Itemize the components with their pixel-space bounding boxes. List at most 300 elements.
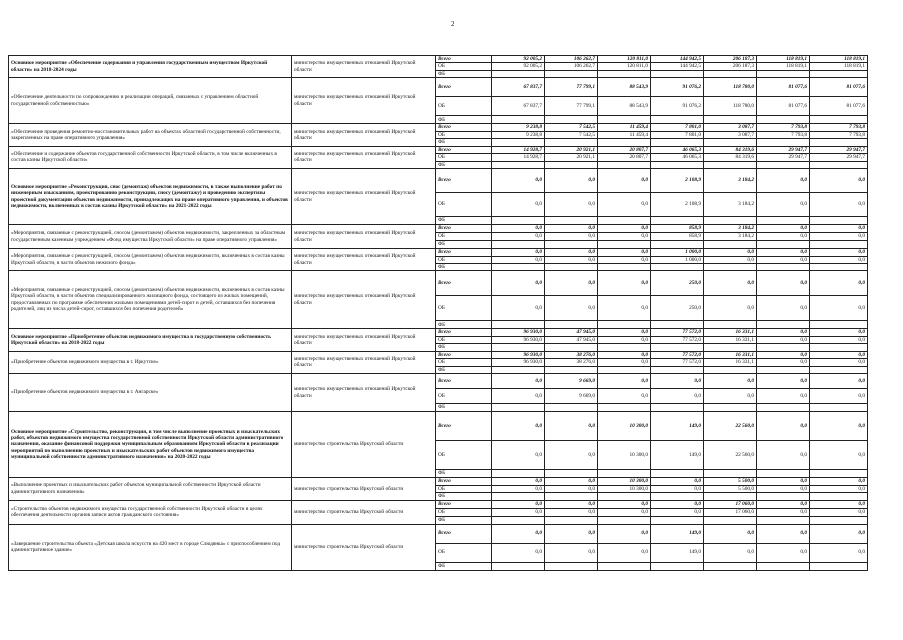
amount-cell (810, 516, 868, 524)
amount-cell (492, 70, 545, 77)
amount-cell (545, 516, 598, 524)
amount-cell (545, 217, 598, 225)
amount-cell (598, 321, 651, 329)
amount-cell (598, 562, 651, 570)
amount-cell: 0,0 (492, 296, 545, 321)
amount-cell (545, 263, 598, 270)
amount-cell: 0,0 (757, 351, 810, 358)
amount-cell (651, 263, 704, 270)
amount-cell: 0,0 (704, 389, 757, 404)
amount-cell (704, 116, 757, 124)
amount-cell: 149,0 (651, 412, 704, 441)
funding-source-cell: ФБ (436, 470, 492, 478)
amount-cell: 0,0 (545, 193, 598, 217)
amount-cell: 14 928,7 (492, 154, 545, 161)
amount-cell: 0,0 (598, 374, 651, 389)
amount-cell: 2 108,9 (651, 169, 704, 193)
funding-source-cell: Всего (436, 329, 492, 336)
measure-name-cell: «Обеспечение проведения ремонтно-восстановительных работ на объектах областной государственной собственности, закрепленных на праве оперативного управления» (9, 124, 292, 146)
amount-cell: 67 837,7 (492, 97, 545, 116)
amount-cell (492, 139, 545, 146)
amount-cell (545, 493, 598, 500)
amount-cell: 1 000,0 (651, 256, 704, 263)
amount-cell: 0,0 (757, 478, 810, 485)
table-row (9, 374, 868, 389)
amount-cell: 77 572,0 (651, 359, 704, 366)
funding-source-cell: ФБ (436, 516, 492, 524)
amount-cell: 81 077,6 (757, 97, 810, 116)
amount-cell (810, 217, 868, 225)
amount-cell: 144 942,5 (651, 63, 704, 70)
amount-cell (704, 217, 757, 225)
amount-cell: 47 945,0 (545, 329, 598, 336)
funding-source-cell: ФБ (436, 321, 492, 329)
amount-cell: 0,0 (810, 389, 868, 404)
amount-cell (757, 562, 810, 570)
funding-source-cell: ФБ (436, 344, 492, 351)
amount-cell: 0,0 (757, 524, 810, 543)
amount-cell: 0,0 (757, 485, 810, 492)
amount-cell: 7 793,8 (757, 124, 810, 131)
amount-cell: 0,0 (757, 412, 810, 441)
amount-cell: 84 319,6 (704, 154, 757, 161)
funding-source-cell: ФБ (436, 404, 492, 412)
amount-cell (545, 139, 598, 146)
amount-cell: 9 238,8 (492, 131, 545, 138)
amount-cell: 0,0 (492, 169, 545, 193)
amount-cell: 84 319,6 (704, 146, 757, 153)
amount-cell (651, 470, 704, 478)
amount-cell: 0,0 (757, 256, 810, 263)
amount-cell (704, 139, 757, 146)
amount-cell (704, 493, 757, 500)
measure-name-cell: «Обеспечение деятельности по сопровождению и реализации операций, связанных с управлением областной государственной собственностью» (9, 78, 292, 124)
amount-cell: 10 300,0 (598, 478, 651, 485)
amount-cell (757, 321, 810, 329)
amount-cell (651, 493, 704, 500)
amount-cell: 77 572,0 (651, 329, 704, 336)
amount-cell: 0,0 (810, 256, 868, 263)
measure-name-cell: Основное мероприятие «Обеспечение содержания и управления государственным имуществом Иркутской области» на 2018-2024 годы (9, 56, 292, 78)
amount-cell (545, 161, 598, 168)
amount-cell: 77 799,1 (545, 97, 598, 116)
amount-cell: 91 076,2 (651, 97, 704, 116)
amount-cell (598, 344, 651, 351)
funding-source-cell: Всего (436, 56, 492, 63)
amount-cell: 0,0 (651, 508, 704, 516)
amount-cell: 10 300,0 (598, 441, 651, 470)
amount-cell: 16 331,1 (704, 359, 757, 366)
amount-cell: 0,0 (492, 485, 545, 492)
amount-cell: 0,0 (810, 441, 868, 470)
amount-cell (492, 344, 545, 351)
responsible-cell: министерство строительства Иркутской области (292, 412, 436, 478)
amount-cell: 3 184,2 (704, 233, 757, 241)
amount-cell: 0,0 (810, 296, 868, 321)
amount-cell: 7 793,8 (810, 124, 868, 131)
amount-cell (545, 344, 598, 351)
funding-source-cell: ФБ (436, 116, 492, 124)
amount-cell: 0,0 (545, 256, 598, 263)
amount-cell: 29 947,7 (757, 146, 810, 153)
amount-cell (704, 321, 757, 329)
amount-cell (651, 562, 704, 570)
amount-cell (598, 70, 651, 77)
table-row (9, 271, 868, 296)
funding-source-cell: ФБ (436, 493, 492, 500)
table-row (9, 78, 868, 97)
amount-cell: 0,0 (810, 478, 868, 485)
amount-cell (492, 516, 545, 524)
amount-cell: 96 930,0 (492, 351, 545, 358)
amount-cell: 77 572,0 (651, 336, 704, 343)
amount-cell: 20 807,7 (598, 154, 651, 161)
responsible-cell: министерство имущественных отношений Иркутской области (292, 78, 436, 124)
amount-cell: 0,0 (492, 441, 545, 470)
responsible-cell: министерство имущественных отношений Иркутской области (292, 271, 436, 329)
responsible-cell: министерство строительства Иркутской области (292, 524, 436, 570)
responsible-cell: министерство строительства Иркутской области (292, 478, 436, 500)
funding-source-cell: Всего (436, 524, 492, 543)
amount-cell: 7 542,5 (545, 124, 598, 131)
amount-cell: 0,0 (492, 412, 545, 441)
amount-cell: 46 065,3 (651, 154, 704, 161)
measure-name-cell: «Завершение строительства объекта «Детская школа искусств на 420 мест в городе Слюдянка» с приспособлением под административное здание» (9, 524, 292, 570)
amount-cell: 0,0 (757, 225, 810, 233)
amount-cell: 46 065,3 (651, 146, 704, 153)
amount-cell: 149,0 (651, 441, 704, 470)
page-number: 2 (451, 20, 455, 28)
amount-cell: 0,0 (598, 359, 651, 366)
amount-cell: 96 930,0 (492, 329, 545, 336)
amount-cell (810, 241, 868, 249)
amount-cell (598, 241, 651, 249)
amount-cell: 3 087,7 (704, 131, 757, 138)
amount-cell: 0,0 (492, 500, 545, 508)
amount-cell: 91 076,2 (651, 78, 704, 97)
amount-cell: 0,0 (757, 359, 810, 366)
amount-cell (492, 321, 545, 329)
amount-cell: 118 819,1 (757, 56, 810, 63)
amount-cell: 0,0 (598, 233, 651, 241)
amount-cell: 0,0 (810, 359, 868, 366)
amount-cell: 0,0 (492, 193, 545, 217)
amount-cell (757, 516, 810, 524)
amount-cell: 0,0 (757, 508, 810, 516)
amount-cell: 106 262,7 (545, 63, 598, 70)
amount-cell: 0,0 (757, 389, 810, 404)
amount-cell (545, 470, 598, 478)
amount-cell (810, 344, 868, 351)
amount-cell: 0,0 (545, 271, 598, 296)
amount-cell: 0,0 (704, 249, 757, 256)
amount-cell: 0,0 (492, 271, 545, 296)
amount-cell (704, 161, 757, 168)
funding-source-cell: Всего (436, 124, 492, 131)
measure-name-cell: «Приобретение объектов недвижимого имущества в г. Ангарске» (9, 374, 292, 412)
funding-source-cell: Всего (436, 78, 492, 97)
amount-cell (757, 493, 810, 500)
amount-cell: 118 819,1 (810, 63, 868, 70)
amount-cell: 16 331,1 (704, 329, 757, 336)
amount-cell: 149,0 (651, 543, 704, 562)
funding-source-cell: Всего (436, 146, 492, 153)
amount-cell (757, 116, 810, 124)
table-row (9, 500, 868, 508)
amount-cell: 0,0 (810, 524, 868, 543)
amount-cell: 0,0 (810, 233, 868, 241)
amount-cell (810, 161, 868, 168)
amount-cell: 29 947,7 (757, 154, 810, 161)
amount-cell: 206 187,3 (704, 63, 757, 70)
amount-cell: 22 560,0 (704, 441, 757, 470)
funding-source-cell: ФБ (436, 263, 492, 270)
amount-cell: 0,0 (704, 256, 757, 263)
amount-cell (810, 366, 868, 373)
amount-cell (651, 516, 704, 524)
amount-cell (757, 161, 810, 168)
table-row (9, 249, 868, 256)
amount-cell: 7 801,0 (651, 124, 704, 131)
amount-cell: 67 837,7 (492, 78, 545, 97)
amount-cell: 0,0 (810, 508, 868, 516)
amount-cell: 0,0 (598, 500, 651, 508)
amount-cell (757, 263, 810, 270)
funding-source-cell: Всего (436, 351, 492, 358)
funding-source-cell: ФБ (436, 139, 492, 146)
amount-cell: 3 184,2 (704, 169, 757, 193)
amount-cell: 0,0 (757, 441, 810, 470)
amount-cell: 0,0 (704, 543, 757, 562)
amount-cell (757, 344, 810, 351)
amount-cell (704, 404, 757, 412)
amount-cell (810, 116, 868, 124)
amount-cell: 9 669,0 (545, 374, 598, 389)
amount-cell: 88 543,9 (598, 78, 651, 97)
amount-cell: 0,0 (598, 296, 651, 321)
amount-cell (757, 470, 810, 478)
amount-cell: 3 184,2 (704, 193, 757, 217)
amount-cell: 81 077,6 (810, 78, 868, 97)
table-row (9, 524, 868, 543)
amount-cell (492, 562, 545, 570)
amount-cell (704, 516, 757, 524)
amount-cell: 0,0 (757, 271, 810, 296)
amount-cell: 0,0 (545, 508, 598, 516)
amount-cell: 0,0 (598, 271, 651, 296)
amount-cell (545, 116, 598, 124)
measure-name-cell: «Мероприятия, связанные с реконструкцией, сносом (демонтажем) объектов недвижимости, закрепленных за областным государственным казенным учреждением «Фонд имущества Иркутской области» на праве оперативного управления» (9, 225, 292, 249)
responsible-cell: министерство строительства Иркутской области (292, 500, 436, 524)
responsible-cell: министерство имущественных отношений Иркутской области (292, 225, 436, 249)
amount-cell: 10 300,0 (598, 412, 651, 441)
funding-source-cell: ОБ (436, 508, 492, 516)
amount-cell (492, 161, 545, 168)
amount-cell: 0,0 (545, 524, 598, 543)
amount-cell: 14 928,7 (492, 146, 545, 153)
amount-cell (651, 116, 704, 124)
amount-cell: 0,0 (545, 233, 598, 241)
amount-cell (810, 263, 868, 270)
amount-cell: 0,0 (492, 374, 545, 389)
amount-cell: 120 811,0 (598, 63, 651, 70)
amount-cell (651, 217, 704, 225)
table-row (9, 412, 868, 441)
amount-cell: 0,0 (757, 296, 810, 321)
amount-cell (651, 161, 704, 168)
funding-source-cell: ОБ (436, 441, 492, 470)
amount-cell: 96 930,0 (492, 359, 545, 366)
amount-cell (757, 366, 810, 373)
funding-source-cell: Всего (436, 412, 492, 441)
amount-cell: 0,0 (545, 412, 598, 441)
amount-cell: 81 077,6 (810, 97, 868, 116)
funding-source-cell: ОБ (436, 389, 492, 404)
amount-cell: 0,0 (651, 374, 704, 389)
amount-cell: 0,0 (757, 543, 810, 562)
amount-cell: 7 801,0 (651, 131, 704, 138)
measure-name-cell: «Мероприятия, связанные с реконструкцией, сносом (демонтажем) объектов недвижимости, включенных в состав казны Иркутской области, в части объектов специализированного жилищного фонда, состоящего из жилых помещений, предоставляемых по программе обеспечения жилыми помещениями детей-сирот и детей, оставшихся без попечения родителей, лиц из числа детей-сирот, оставшихся без попечения родителей» (9, 271, 292, 329)
funding-source-cell: Всего (436, 169, 492, 193)
amount-cell (704, 263, 757, 270)
amount-cell (704, 562, 757, 570)
amount-cell: 0,0 (492, 225, 545, 233)
amount-cell: 9 669,0 (545, 389, 598, 404)
amount-cell: 0,0 (651, 500, 704, 508)
amount-cell (651, 344, 704, 351)
amount-cell: 20 921,1 (545, 146, 598, 153)
responsible-cell: министерство имущественных отношений Иркутской области (292, 169, 436, 225)
amount-cell: 0,0 (545, 543, 598, 562)
funding-source-cell: ОБ (436, 63, 492, 70)
amount-cell (651, 139, 704, 146)
measure-name-cell: Основное мероприятие «Строительство, реконструкция, в том числе выполнение проектных и изыскательских работ, объектов недвижимого имущества государственной собственности Иркутской области административного назначения, оказание финансовой поддержки муниципальным образованиям Иркутской области в реализации мероприятий по выполнению проектных и изыскательских работ объектов недвижимого имущества муниципальной собственности административного назначения» на 2020-2022 годы (9, 412, 292, 478)
measure-name-cell: «Обеспечение и содержание объектов государственной собственности Иркутской области, в том числе включенных в состав казны Иркутской области» (9, 146, 292, 168)
amount-cell: 0,0 (757, 374, 810, 389)
amount-cell (757, 70, 810, 77)
amount-cell: 0,0 (757, 169, 810, 193)
amount-cell: 0,0 (810, 336, 868, 343)
amount-cell: 88 543,9 (598, 97, 651, 116)
responsible-cell: министерство имущественных отношений Иркутской области (292, 249, 436, 271)
amount-cell: 0,0 (598, 543, 651, 562)
amount-cell (545, 241, 598, 249)
amount-cell (598, 366, 651, 373)
amount-cell (598, 139, 651, 146)
funding-source-cell: ФБ (436, 366, 492, 373)
amount-cell: 0,0 (598, 249, 651, 256)
amount-cell (598, 493, 651, 500)
amount-cell: 0,0 (598, 329, 651, 336)
funding-source-cell: ОБ (436, 485, 492, 492)
amount-cell: 16 331,1 (704, 351, 757, 358)
amount-cell: 11 459,4 (598, 131, 651, 138)
responsible-cell: министерство имущественных отношений Иркутской области (292, 351, 436, 373)
amount-cell (545, 321, 598, 329)
funding-source-cell: Всего (436, 225, 492, 233)
amount-cell: 0,0 (598, 508, 651, 516)
measure-name-cell: «Приобретение объектов недвижимого имущества в г. Иркутске» (9, 351, 292, 373)
amount-cell: 0,0 (757, 249, 810, 256)
amount-cell (651, 70, 704, 77)
amount-cell (598, 404, 651, 412)
amount-cell: 0,0 (492, 249, 545, 256)
funding-source-cell: ОБ (436, 296, 492, 321)
amount-cell (651, 404, 704, 412)
amount-cell: 38 276,0 (545, 359, 598, 366)
amount-cell: 0,0 (545, 500, 598, 508)
amount-cell: 9 238,8 (492, 124, 545, 131)
amount-cell: 0,0 (492, 543, 545, 562)
amount-cell (757, 139, 810, 146)
amount-cell: 0,0 (810, 543, 868, 562)
amount-cell: 0,0 (492, 478, 545, 485)
amount-cell: 0,0 (545, 169, 598, 193)
funding-source-cell: ФБ (436, 217, 492, 225)
amount-cell: 0,0 (651, 485, 704, 492)
amount-cell: 0,0 (757, 193, 810, 217)
amount-cell: 118 780,0 (704, 97, 757, 116)
funding-source-cell: ОБ (436, 193, 492, 217)
amount-cell (492, 470, 545, 478)
amount-cell: 0,0 (757, 233, 810, 241)
table-row (9, 146, 868, 153)
amount-cell: 858,9 (651, 233, 704, 241)
funding-source-cell: ОБ (436, 336, 492, 343)
amount-cell (598, 470, 651, 478)
amount-cell: 5 500,0 (704, 478, 757, 485)
amount-cell (810, 404, 868, 412)
amount-cell: 16 331,1 (704, 336, 757, 343)
amount-cell: 20 807,7 (598, 146, 651, 153)
table-row (9, 169, 868, 193)
amount-cell: 118 780,0 (704, 78, 757, 97)
responsible-cell: министерство имущественных отношений Иркутской области (292, 56, 436, 78)
amount-cell: 0,0 (598, 351, 651, 358)
funding-source-cell: ОБ (436, 256, 492, 263)
amount-cell: 92 005,2 (492, 63, 545, 70)
amount-cell: 0,0 (757, 336, 810, 343)
budget-table (8, 55, 868, 571)
amount-cell: 0,0 (810, 500, 868, 508)
amount-cell: 96 930,0 (492, 336, 545, 343)
amount-cell: 0,0 (598, 256, 651, 263)
amount-cell (545, 404, 598, 412)
amount-cell: 0,0 (810, 351, 868, 358)
amount-cell: 17 060,0 (704, 500, 757, 508)
table-row (9, 478, 868, 485)
funding-source-cell: Всего (436, 249, 492, 256)
amount-cell (810, 321, 868, 329)
funding-source-cell: ОБ (436, 154, 492, 161)
measure-name-cell: «Мероприятия, связанные с реконструкцией, сносом (демонтажем) объектов недвижимости, включенных в состав казны Иркутской области, в части объектов нежилого фонда» (9, 249, 292, 271)
table-row (9, 225, 868, 233)
amount-cell: 0,0 (598, 389, 651, 404)
amount-cell: 5 500,0 (704, 485, 757, 492)
amount-cell (704, 366, 757, 373)
amount-cell: 38 276,0 (545, 351, 598, 358)
amount-cell: 81 077,6 (757, 78, 810, 97)
measure-name-cell: «Выполнение проектных и изыскательских работ объектов муниципальной собственности Иркутской области административного назначения» (9, 478, 292, 500)
amount-cell: 0,0 (545, 478, 598, 485)
amount-cell (545, 562, 598, 570)
amount-cell (704, 241, 757, 249)
funding-source-cell: ОБ (436, 97, 492, 116)
table-row (9, 351, 868, 358)
amount-cell (598, 263, 651, 270)
amount-cell (492, 263, 545, 270)
funding-source-cell: Всего (436, 374, 492, 389)
